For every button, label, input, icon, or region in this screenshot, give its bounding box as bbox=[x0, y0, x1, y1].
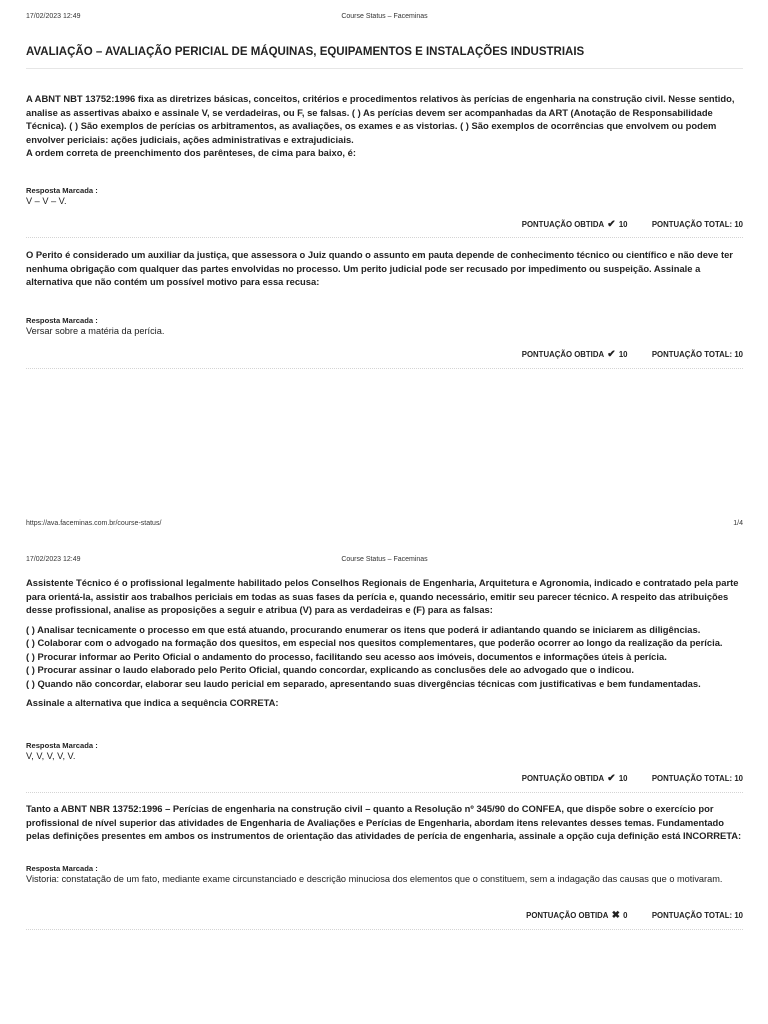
score-total-label: PONTUAÇÃO TOTAL: bbox=[651, 220, 733, 229]
question-prompt: A ordem correta de preenchimento dos parênteses, de cima para baixo, é: bbox=[26, 147, 356, 158]
score-obtained-value: 10 bbox=[618, 350, 628, 359]
print-page-title: Course Status – Faceminas bbox=[341, 556, 428, 563]
question-text: Tanto a ABNT NBR 13752:1996 – Perícias de engenharia na construção civil – quanto a Resolução nº 345/90 do CONFEA, que dispõe sobre o exercício por profissional de nível superior das atividades de Engenharia de Avaliações e Perícias de Engenharia, abordam itens relevantes desses temas. Fundamentado pelas definições presentes em ambos os instrumentos de orientação das atividades de perícia de engenharia, assinale a opção cuja definição está INCORRETA: bbox=[26, 803, 742, 841]
marked-answer: Vistoria: constatação de um fato, mediante exame circunstanciado e descrição minuciosa dos elementos que o constituem, sem a indagação das causas que o motivaram. bbox=[26, 874, 723, 884]
marked-answer: Versar sobre a matéria da perícia. bbox=[26, 326, 165, 336]
statement-item: ( ) Quando não concordar, elaborar seu laudo pericial em separado, apresentando suas divergências técnicas com justificativas e bem fundamentadas. bbox=[26, 677, 701, 689]
answer-label: Resposta Marcada : bbox=[26, 741, 98, 750]
page-header bbox=[26, 556, 743, 568]
cross-icon: ✖ bbox=[611, 910, 620, 921]
score-obtained-label: PONTUAÇÃO OBTIDA bbox=[521, 774, 605, 783]
question-text: O Perito é considerado um auxiliar da justiça, que assessora o Juiz quando o assunto em pauta depende de conhecimento técnico ou científico e não deve ter nenhuma obrigação com qualquer das partes envolvidas no processo. Um perito judicial pode ser recusado por impedimento ou suspeição. Assinale a alternativa que não contém um possível motivo para essa recusa: bbox=[26, 249, 733, 287]
marked-answer: V – V – V. bbox=[26, 196, 67, 206]
document-title: AVALIAÇÃO – AVALIAÇÃO PERICIAL DE MÁQUINAS, EQUIPAMENTOS E INSTALAÇÕES INDUSTRIAIS bbox=[26, 46, 585, 58]
question-divider bbox=[26, 368, 743, 369]
score-obtained-label: PONTUAÇÃO OBTIDA bbox=[521, 220, 605, 229]
score-row bbox=[522, 773, 743, 784]
score-obtained-value: 10 bbox=[618, 774, 628, 783]
question-divider bbox=[26, 237, 743, 238]
score-obtained-value: 10 bbox=[618, 220, 628, 229]
score-row bbox=[522, 219, 743, 230]
statement-list bbox=[26, 623, 743, 691]
answer-label: Resposta Marcada : bbox=[26, 864, 98, 873]
question-text: Assistente Técnico é o profissional legalmente habilitado pelos Conselhos Regionais de Engenharia, Arquitetura e Agronomia, indicado e contratado pela parte para orientá-la, assistir aos trabalhos periciais em todas as suas fases da perícia e, quando necessário, emitir seu parecer técnico. A respeito das atribuições desse profissional, analise as proposições a seguir e atribua (V) para as verdadeiras e (F) para as falsas: bbox=[26, 577, 739, 615]
score-row bbox=[526, 910, 743, 921]
check-icon: ✔ bbox=[607, 219, 616, 230]
question-1 bbox=[26, 92, 743, 232]
question-divider bbox=[26, 792, 743, 793]
question-2 bbox=[26, 248, 743, 373]
title-divider bbox=[26, 68, 743, 69]
page-header bbox=[26, 13, 743, 25]
answer-label: Resposta Marcada : bbox=[26, 186, 98, 195]
check-icon: ✔ bbox=[607, 773, 616, 784]
score-obtained-value: 0 bbox=[623, 911, 628, 920]
score-total-label: PONTUAÇÃO TOTAL: bbox=[651, 350, 733, 359]
page-footer bbox=[26, 520, 743, 532]
print-date: 17/02/2023 12:49 bbox=[26, 13, 81, 20]
score-obtained-label: PONTUAÇÃO OBTIDA bbox=[526, 911, 609, 920]
question-3 bbox=[26, 576, 743, 796]
question-divider bbox=[26, 929, 743, 930]
statement-item: ( ) Analisar tecnicamente o processo em que está atuando, procurando enumerar os itens que poderá ir adiantando quando se iniciarem as diligências. bbox=[26, 623, 701, 635]
statement-item: ( ) Colaborar com o advogado na formação dos quesitos, em especial nos quesitos complementares, que poderão ocorrer ao longo da realização da perícia. bbox=[26, 637, 723, 648]
page-url: https://ava.faceminas.com.br/course-status/ bbox=[26, 520, 162, 527]
question-prompt: Assinale a alternativa que indica a sequência CORRETA: bbox=[26, 697, 279, 708]
marked-answer: V, V, V, V, V. bbox=[26, 751, 76, 761]
score-total-value: 10 bbox=[734, 220, 743, 229]
score-total-value: 10 bbox=[734, 911, 743, 920]
print-page-title: Course Status – Faceminas bbox=[341, 13, 428, 20]
score-total-value: 10 bbox=[734, 774, 743, 783]
answer-label: Resposta Marcada : bbox=[26, 316, 98, 325]
score-obtained-label: PONTUAÇÃO OBTIDA bbox=[521, 350, 605, 359]
check-icon: ✔ bbox=[607, 349, 616, 360]
page-number: 1/4 bbox=[733, 520, 743, 527]
question-text: A ABNT NBT 13752:1996 fixa as diretrizes básicas, conceitos, critérios e procedimentos relativos às perícias de engenharia na construção civil. Nesse sentido, analise as assertivas abaixo e assinale V, se verdadeiras, ou F, se falsas. ( ) As perícias devem ser acompanhadas da ART (Anotação de Responsabilidade Técnica). ( ) São exemplos de perícias os arbitramentos, as avaliações, os exames e as vistorias. ( ) São exemplos de ocorrências que envolvem ou podem envolver periciais: ações judiciais, ações administrativas e extrajudiciais. bbox=[26, 93, 735, 145]
statement-item: ( ) Procurar informar ao Perito Oficial o andamento do processo, facilitando seu acesso aos imóveis, documentos e informações úteis à perícia. bbox=[26, 650, 667, 662]
score-total-label: PONTUAÇÃO TOTAL: bbox=[651, 774, 733, 783]
score-total-value: 10 bbox=[734, 350, 743, 359]
score-row bbox=[522, 349, 743, 360]
print-date: 17/02/2023 12:49 bbox=[26, 556, 81, 563]
statement-item: ( ) Procurar assinar o laudo elaborado pelo Perito Oficial, quando concordar, explicando as conclusões dele ao advogado que o indicou. bbox=[26, 664, 634, 675]
question-4 bbox=[26, 802, 743, 932]
score-total-label: PONTUAÇÃO TOTAL: bbox=[651, 911, 733, 920]
